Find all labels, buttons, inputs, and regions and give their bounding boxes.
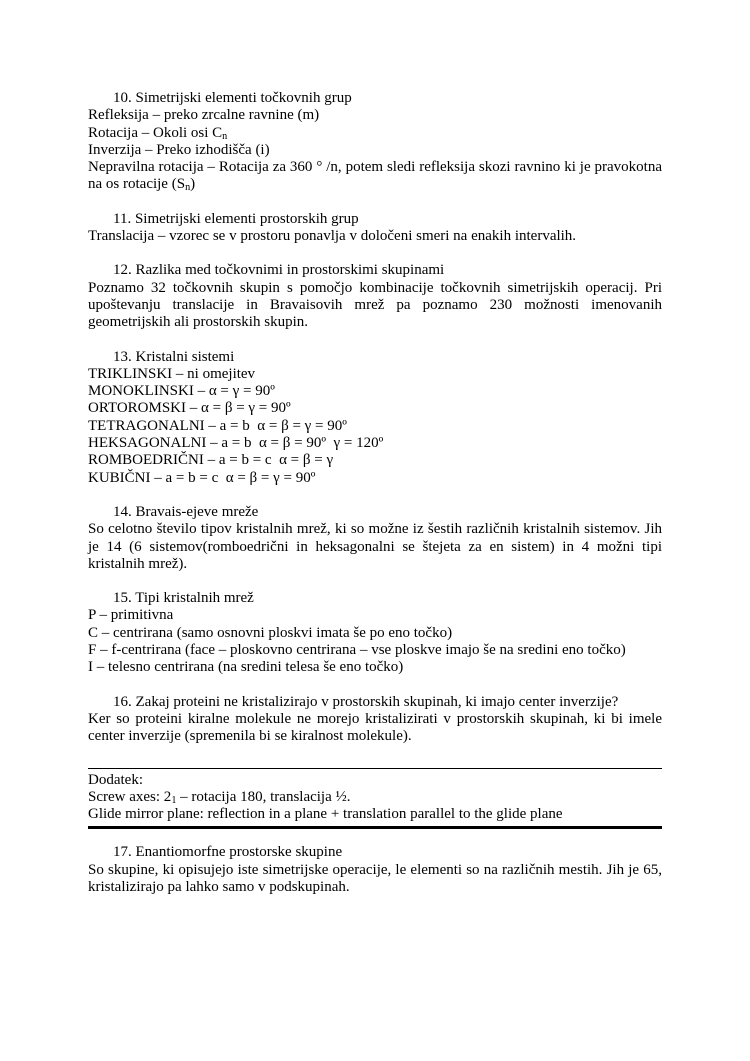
section-10-heading: 10. Simetrijski elementi točkovnih grup — [113, 90, 352, 106]
line-centrirana: C – centrirana (samo osnovni ploskvi imata še po eno točko) — [88, 624, 453, 641]
section-14-heading: 14. Bravais-ejeve mreže — [113, 503, 259, 520]
dodatek-title: Dodatek: — [88, 771, 143, 788]
line-ortoromski: ORTOROMSKI – α = β = γ = 90º — [88, 400, 291, 417]
text-segment: Nepravilna rotacija – Rotacija za 360 ° /n, potem sledi refleksija skozi ravnino ki je pravokotna na os rotacije (S — [88, 159, 662, 193]
section-15-heading: 15. Tipi kristalnih mrež — [113, 590, 254, 607]
section-16 — [88, 694, 662, 746]
paragraph-tockovne-skupine: Poznamo 32 točkovnih skupin s pomočjo kombinacije točkovnih simetrijskih operacij. Pri upoštevanju translacije in Bravaisovih mrež pa poznamo 230 možnosti imenovanih geometrijskih ali prostorskih skupin. — [88, 279, 662, 331]
section-17-heading: 17. Enantiomorfne prostorske skupine — [113, 844, 343, 861]
line-primitivna: P – primitivna — [88, 607, 174, 624]
line-inverzija: Inverzija – Preko izhodišča (i) — [88, 141, 270, 158]
subscript-1: 1 — [171, 794, 177, 806]
subscript-n: n — [185, 182, 191, 194]
paragraph-proteini: Ker so proteini kiralne molekule ne morejo kristalizirati v prostorskih skupinah, ki bi imele center inverzije (spremenila bi se kiralnost molekule). — [88, 710, 662, 745]
text-segment: ) — [190, 176, 196, 193]
section-12 — [88, 262, 662, 331]
line-refleksija: Refleksija – preko zrcalne ravnine (m) — [88, 107, 320, 124]
text-segment: – rotacija 180, translacija ½. — [176, 788, 351, 805]
line-heksagonalni: HEKSAGONALNI – a = b α = β = 90º γ = 120º — [88, 435, 384, 452]
paragraph-bravais: So celotno število tipov kristalnih mrež, ki so možne iz šestih različnih kristalnih sistemov. Jih je 14 (6 sistemov(romboedrični in heksagonalni se štejeta za en sistem) in 4 možni tipi kristalnih mrež). — [88, 521, 662, 572]
section-11-heading: 11. Simetrijski elementi prostorskih grup — [113, 210, 359, 227]
line-f-centrirana: F – f-centrirana (face – ploskovno centrirana – vse ploskve imajo še na sredini eno točko) — [88, 642, 626, 659]
section-16-heading: 16. Zakaj proteini ne kristalizirajo v prostorskih skupinah, ki imajo center inverzije? — [113, 693, 619, 710]
section-12-heading: 12. Razlika med točkovnimi in prostorskimi skupinami — [113, 262, 445, 279]
line-monoklinski: MONOKLINSKI – α = γ = 90º — [88, 383, 275, 400]
paragraph-translacija: Translacija – vzorec se v prostoru ponavlja v določeni smeri na enakih intervalih. — [88, 228, 577, 245]
section-10 — [88, 90, 662, 194]
text-segment: Rotacija – Okoli osi C — [88, 124, 223, 141]
section-17 — [88, 844, 662, 896]
paragraph-enantiomorfne: So skupine, ki opisujejo iste simetrijske operacije, le elementi so na različnih mestih. Jih je 65, kristalizirajo pa lahko samo v podskupinah. — [88, 861, 662, 895]
line-kubicni: KUBIČNI – a = b = c α = β = γ = 90º — [88, 469, 316, 486]
line-glide-plane: Glide mirror plane: reflection in a plane + translation parallel to the glide plane — [88, 806, 563, 823]
section-13-heading: 13. Kristalni sistemi — [113, 348, 235, 365]
line-romboedricni: ROMBOEDRIČNI – a = b = c α = β = γ — [88, 452, 334, 469]
line-telesno-centrirana: I – telesno centrirana (na sredini telesa še eno točko) — [88, 659, 404, 676]
dodatek-box — [88, 768, 662, 830]
text-segment: Screw axes: 2 — [88, 788, 172, 805]
line-screw-axes — [88, 789, 662, 806]
section-11 — [88, 211, 662, 246]
section-14 — [88, 504, 662, 573]
line-triklinski: TRIKLINSKI – ni omejitev — [88, 365, 256, 382]
paragraph-nepravilna-rotacija — [88, 159, 662, 194]
subscript-n: n — [222, 130, 228, 142]
section-13 — [88, 349, 662, 487]
section-15 — [88, 590, 662, 676]
line-tetragonalni: TETRAGONALNI – a = b α = β = γ = 90º — [88, 417, 347, 434]
line-rotacija — [88, 125, 662, 142]
